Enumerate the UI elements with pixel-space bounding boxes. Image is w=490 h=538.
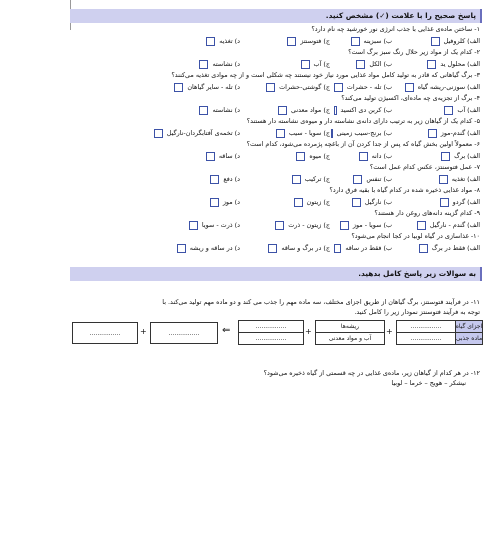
option-label: د) نشاسته <box>212 59 240 68</box>
checkbox[interactable] <box>334 83 343 92</box>
option-label: ج) زیتون - ذرت <box>288 220 330 229</box>
option-label: ب) تنفس <box>366 174 392 183</box>
checkbox[interactable] <box>268 244 277 253</box>
option-a[interactable] <box>392 197 480 208</box>
checkbox[interactable] <box>174 83 183 92</box>
option-c[interactable] <box>240 174 330 185</box>
options-row <box>70 34 482 48</box>
option-label: ب) تله - حشرات <box>346 82 392 91</box>
checkbox[interactable] <box>419 244 428 253</box>
question-8 <box>70 186 482 209</box>
option-label: د) دفع <box>223 174 240 183</box>
option-b[interactable] <box>330 82 392 93</box>
question-list <box>70 25 482 255</box>
question-7 <box>70 163 482 186</box>
question-text: ۵- کدام یک از گیاهان زیر به ترتیب دارای دانه‌ی نشاسته دار و میوه‌ی نشاسته دار هستند؟ <box>246 117 480 125</box>
photosynthesis-diagram <box>70 320 482 368</box>
checkbox[interactable] <box>340 221 349 230</box>
section1-header: پاسخ صحیح را با علامت (✓) مشخص کنید. <box>70 9 482 23</box>
option-label: ب) فقط در ساقه <box>345 243 392 252</box>
option-a[interactable] <box>392 151 480 162</box>
options-row <box>70 218 482 232</box>
option-a[interactable] <box>392 105 480 116</box>
question-3 <box>70 71 482 94</box>
checkbox[interactable] <box>334 244 341 253</box>
roots-cell: ریشه‌ها <box>315 320 385 333</box>
question-text: ۸- مواد غذایی ذخیره شده در کدام گیاه با بقیه فرق دارد؟ <box>329 186 480 194</box>
option-label: الف) گندم-موز <box>440 128 480 137</box>
option-d[interactable] <box>195 59 240 70</box>
product-blank-2[interactable]: ................ <box>150 322 218 344</box>
option-b[interactable] <box>330 36 392 47</box>
checkbox[interactable] <box>352 198 361 207</box>
option-b[interactable] <box>330 128 392 139</box>
checkbox[interactable] <box>275 221 284 230</box>
option-label: ج) در برگ و ساقه <box>281 243 330 252</box>
option-label: الف) آب <box>457 105 480 114</box>
options-row <box>70 172 482 186</box>
option-label: ب) سبزینه <box>363 36 392 45</box>
option-a[interactable] <box>392 82 480 93</box>
question-text: ۱۲- در هر کدام از گیاهان زیر، ماده‌ی غذایی در چه قسمتی از گیاه ذخیره می‌شود؟ <box>263 369 480 377</box>
plus-sign: + <box>305 327 312 336</box>
material-blank-2[interactable]: ................ <box>396 332 456 345</box>
option-c[interactable] <box>240 105 330 116</box>
option-label: ج) سویا - سیب <box>289 128 330 137</box>
parts-blank-2[interactable]: ................ <box>396 320 456 333</box>
options-row <box>70 126 482 140</box>
option-label: ج) میوه <box>309 151 330 160</box>
checkbox[interactable] <box>206 152 215 161</box>
product-blank-1[interactable]: ................ <box>72 322 138 344</box>
checkbox[interactable] <box>287 37 296 46</box>
checkbox[interactable] <box>189 221 198 230</box>
option-a[interactable] <box>392 243 480 254</box>
label-absorbed-material: ماده جذبی <box>455 332 483 345</box>
option-a[interactable] <box>392 59 480 70</box>
checkbox[interactable] <box>417 221 426 230</box>
option-label: ب) دانه <box>371 151 392 160</box>
checkbox[interactable] <box>353 175 362 184</box>
option-a[interactable] <box>392 220 480 231</box>
option-label: الف) برگ <box>454 151 480 160</box>
checkbox[interactable] <box>292 175 301 184</box>
checkbox[interactable] <box>440 198 449 207</box>
option-label: ج) گوشتی-حشرات <box>279 82 330 91</box>
worksheet-page <box>70 0 482 538</box>
question-10 <box>70 232 482 255</box>
checkbox[interactable] <box>356 60 365 69</box>
question-text: ۱۱- در فرآیند فتوسنتز، برگ گیاهان از طریق اجزای مختلف، سه ماده مهم را جذب می کند و دو ماده مهم تولید می‌کند. با <box>162 298 480 306</box>
question-5 <box>70 117 482 140</box>
material-blank[interactable]: ................ <box>238 332 304 345</box>
checkbox[interactable] <box>428 129 437 138</box>
option-label: ج) فتوسنتز <box>300 36 330 45</box>
option-label: ب) سویا - موز <box>352 220 392 229</box>
question-text: ۳- برگ گیاهانی که قادر به تولید کامل مواد غذایی مورد نیاز خود نیستند چه شکلی است و از چه موادی تغذیه می‌کنند؟ <box>171 71 480 79</box>
question-text: ۱- ساختن ماده‌ی غذایی با جذب انرژی نور خورشید چه نام دارد؟ <box>311 25 480 33</box>
option-d[interactable] <box>202 36 240 47</box>
checkbox[interactable] <box>177 244 186 253</box>
option-d[interactable] <box>185 220 240 231</box>
option-label: الف) محلول ید <box>440 59 480 68</box>
question-6 <box>70 140 482 163</box>
checkbox[interactable] <box>154 129 163 138</box>
arrow-icon: ⇐ <box>222 325 231 336</box>
checkbox[interactable] <box>431 37 440 46</box>
option-label: الف) سوزنی-ریشه گیاه <box>417 82 480 91</box>
checkbox[interactable] <box>441 152 450 161</box>
checkbox[interactable] <box>301 60 310 69</box>
checkbox[interactable] <box>276 129 285 138</box>
checkbox[interactable] <box>444 106 453 115</box>
option-label: د) در ساقه و ریشه <box>189 243 240 252</box>
option-label: الف) فقط در برگ <box>431 243 480 252</box>
option-c[interactable] <box>240 36 330 47</box>
checkbox[interactable] <box>351 37 360 46</box>
checkbox[interactable] <box>206 37 215 46</box>
option-b[interactable] <box>330 59 392 70</box>
option-d[interactable] <box>202 151 240 162</box>
question-text: ۱۰- غذاسازی در گیاه لوبیا در کجا انجام می‌شود؟ <box>351 232 480 240</box>
option-d[interactable] <box>206 197 240 208</box>
option-label: ج) زیتون <box>306 197 330 206</box>
option-label: د) ذرت - سویا <box>201 220 240 229</box>
option-label: د) تغذیه <box>219 36 240 45</box>
option-label: د) نشاسته <box>212 105 240 114</box>
question-text: توجه به فرآیند فتوسنتز نمودار زیر را کامل کنید. <box>354 308 480 316</box>
option-c[interactable] <box>240 59 330 70</box>
question-1 <box>70 25 482 48</box>
checkbox[interactable] <box>296 152 305 161</box>
question-text: ۶- معمولاً اولین بخش گیاه که پس از جدا کردن آن از باغچه پژمرده می‌شود، کدام است؟ <box>246 140 480 148</box>
checkbox[interactable] <box>427 60 436 69</box>
option-label: ج) ترکیب <box>304 174 330 183</box>
options-row <box>70 57 482 71</box>
option-label: ب) برنج-سیب زمینی <box>336 128 392 137</box>
option-b[interactable] <box>330 105 392 116</box>
option-a[interactable] <box>392 174 480 185</box>
checkbox[interactable] <box>266 83 275 92</box>
option-label: د) موز <box>222 197 240 206</box>
checkbox[interactable] <box>439 175 448 184</box>
option-c[interactable] <box>240 151 330 162</box>
option-d[interactable] <box>206 174 240 185</box>
option-d[interactable] <box>170 82 240 93</box>
option-label: الف) تغذیه <box>451 174 480 183</box>
plus-sign: + <box>386 327 393 336</box>
plus-sign: + <box>140 327 147 336</box>
option-c[interactable] <box>240 128 330 139</box>
option-b[interactable] <box>330 220 392 231</box>
option-b[interactable] <box>330 197 392 208</box>
checkbox[interactable] <box>199 106 208 115</box>
option-label: الف) گندم - نارگیل <box>429 220 480 229</box>
question-text: ۷- عمل فتوسنتز، عکس کدام عمل است؟ <box>369 163 480 171</box>
option-label: ج) آب <box>313 59 330 68</box>
question-2 <box>70 48 482 71</box>
option-label: الف) کلروفیل <box>443 36 480 45</box>
checkbox[interactable] <box>278 106 287 115</box>
options-row <box>70 149 482 163</box>
question-text: ۴- برگ از تجزیه‌ی چه ماده‌ای، اکسیژن تولید می‌کند؟ <box>341 94 480 102</box>
checkbox[interactable] <box>294 198 303 207</box>
options-row <box>70 103 482 117</box>
section2-header: به سوالات زیر پاسخ کامل بدهید. <box>70 267 482 281</box>
question-text: ۲- کدام یک از مواد زیر حلال رنگ سبز برگ است؟ <box>348 48 480 56</box>
checkbox[interactable] <box>210 175 219 184</box>
question-4 <box>70 94 482 117</box>
question-9 <box>70 209 482 232</box>
checkbox[interactable] <box>331 129 333 138</box>
option-c[interactable] <box>240 82 330 93</box>
option-label: ج) مواد معدنی <box>291 105 330 114</box>
water-minerals-cell: آب و مواد معدنی <box>315 332 385 345</box>
option-label: ب) کربن دی اکسید <box>340 105 392 114</box>
checkbox[interactable] <box>405 83 414 92</box>
option-label: د) ساقه <box>218 151 240 160</box>
options-row <box>70 80 482 94</box>
question-12 <box>70 368 482 388</box>
question-text: ۹- کدام گزینه دانه‌های روغن دار هستند؟ <box>374 209 480 217</box>
option-label: ب) نارگیل <box>364 197 392 206</box>
checkbox[interactable] <box>334 106 337 115</box>
option-b[interactable] <box>330 174 392 185</box>
checkbox[interactable] <box>210 198 219 207</box>
option-d[interactable] <box>173 243 240 254</box>
option-label: الف) گردو <box>452 197 480 206</box>
option-b[interactable] <box>330 243 392 254</box>
option-label: د) تخمه‌ی آفتابگردان-نارگیل <box>166 128 240 137</box>
option-b[interactable] <box>330 151 392 162</box>
checkbox[interactable] <box>199 60 208 69</box>
label-plant-parts: اجزای گیاه <box>455 320 483 333</box>
question-11 <box>70 297 482 368</box>
option-c[interactable] <box>240 197 330 208</box>
plant-list: نیشکر – هویج – خرما – لوبیا <box>391 379 466 387</box>
option-c[interactable] <box>240 243 330 254</box>
option-label: د) تله - سایر گیاهان <box>187 82 240 91</box>
option-c[interactable] <box>240 220 330 231</box>
option-a[interactable] <box>392 36 480 47</box>
checkbox[interactable] <box>359 152 368 161</box>
options-row <box>70 195 482 209</box>
options-row <box>70 241 482 255</box>
option-d[interactable] <box>150 128 240 139</box>
option-label: ب) الکل <box>369 59 392 68</box>
option-a[interactable] <box>392 128 480 139</box>
parts-blank[interactable]: ................ <box>238 320 304 333</box>
option-d[interactable] <box>195 105 240 116</box>
